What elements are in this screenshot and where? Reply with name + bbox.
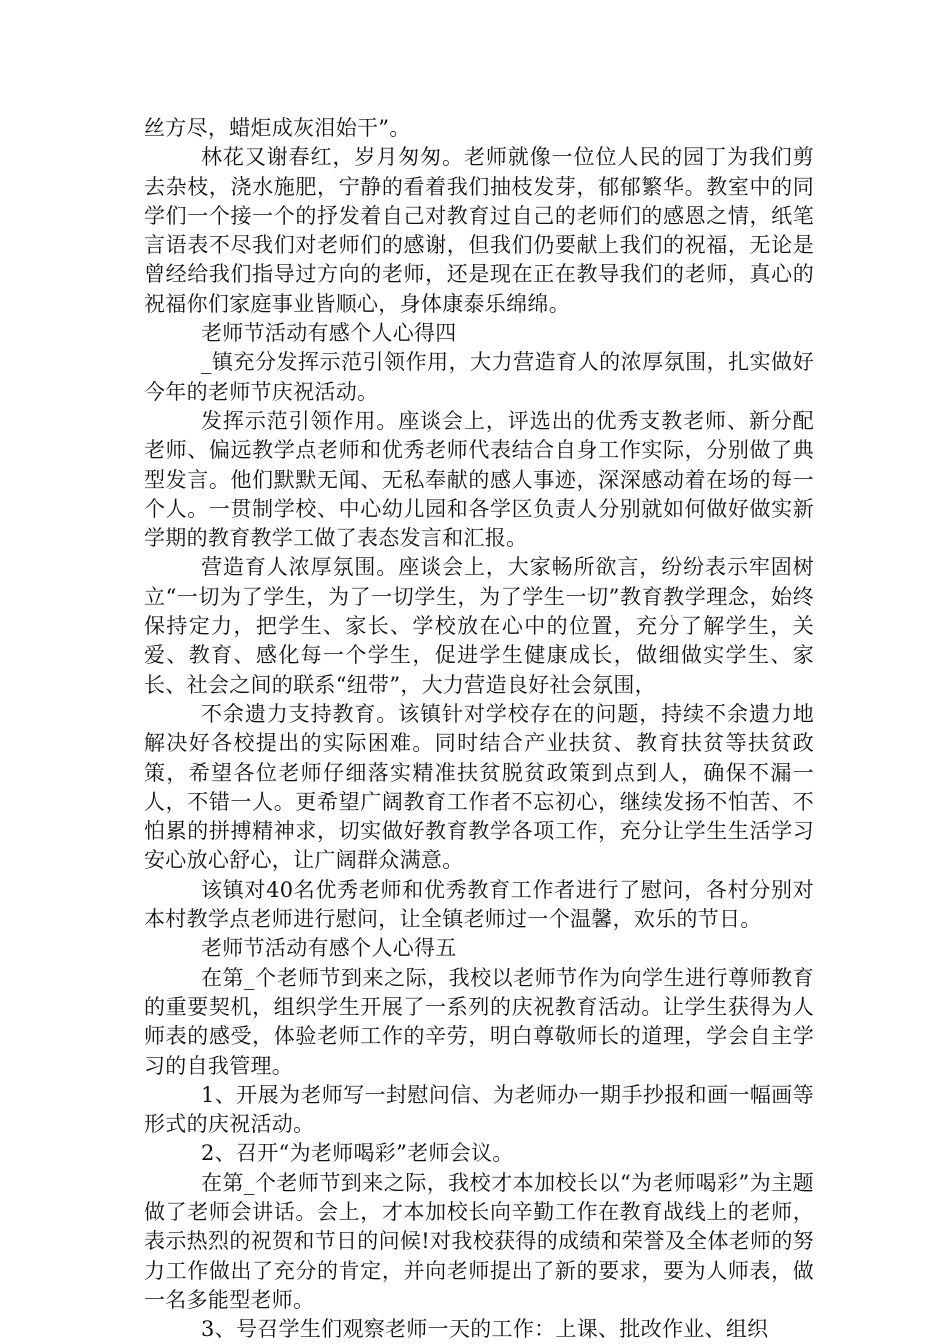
paragraph: 在第_个老师节到来之际，我校以老师节作为向学生进行尊师教育的重要契机，组织学生开展了一系列的庆祝教育活动。让学生获得为人师表的感受，体验老师工作的辛劳，明白尊敬师长的道理，学会自主学习的自我管理。	[144, 965, 814, 1078]
list-item-paragraph: 2、召开“为老师喝彩”老师会议。	[201, 1141, 514, 1166]
paragraph: 不余遗力支持教育。该镇针对学校存在的问题，持续不余遗力地解决好各校提出的实际困难。同时结合产业扶贫、教育扶贫等扶贫政策，希望各位老师仔细落实精准扶贫脱贫政策到点到人，确保不漏一人，不错一人。更希望广阔教育工作者不忘初心，继续发扬不怕苦、不怕累的拼搏精神求，切实做好教育教学各项工作，充分让学生生活学习安心放心舒心，让广阔群众满意。	[144, 701, 814, 873]
paragraph: 在第_个老师节到来之际，我校才本加校长以“为老师喝彩”为主题做了老师会讲话。会上，才本加校长向辛勤工作在教育战线上的老师，表示热烈的祝贺和节日的问候!对我校获得的成绩和荣誉及全体老师的努力工作做出了充分的肯定，并向老师提出了新的要求，要为人师表，做一名多能型老师。	[144, 1170, 814, 1312]
paragraph: 林花又谢春红，岁月匆匆。老师就像一位位人民的园丁为我们剪去杂枝，浇水施肥，宁静的看着我们抽枝发芽，郁郁繁华。教室中的同学们一个接一个的抒发着自己对教育过自己的老师们的感恩之情，纸笔言语表不尽我们对老师们的感谢，但我们仍要献上我们的祝福，无论是曾经给我们指导过方向的老师，还是现在正在教导我们的老师，真心的祝福你们家庭事业皆顺心，身体康泰乐绵绵。	[144, 145, 814, 316]
paragraph-continuation: 丝方尽，蜡炬成灰泪始干”。	[144, 116, 411, 140]
list-item-paragraph: 1、开展为老师写一封慰问信、为老师办一期手抄报和画一幅画等形式的庆祝活动。	[144, 1082, 814, 1137]
section-heading: 老师节活动有感个人心得五	[201, 936, 457, 961]
document-page	[144, 114, 814, 1344]
section-heading: 老师节活动有感个人心得四	[201, 321, 457, 346]
paragraph: 该镇对40名优秀老师和优秀教育工作者进行了慰问，各村分别对本村教学点老师进行慰问，让全镇老师过一个温馨，欢乐的节日。	[144, 877, 814, 932]
paragraph: _镇充分发挥示范引领作用，大力营造育人的浓厚氛围，扎实做好今年的老师节庆祝活动。	[144, 350, 814, 404]
paragraph: 营造育人浓厚氛围。座谈会上，大家畅所欲言，纷纷表示牢固树立“一切为了学生，为了一切学生，为了学生一切”教育教学理念，始终保持定力，把学生、家长、学校放在心中的位置，充分了解学生，关爱、教育、感化每一个学生，促进学生健康成长，做细做实学生、家长、社会之间的联系“纽带”，大力营造良好社会氛围，	[144, 555, 814, 697]
paragraph: 发挥示范引领作用。座谈会上，评选出的优秀支教老师、新分配老师、偏远教学点老师和优秀老师代表结合自身工作实际，分别做了典型发言。他们默默无闻、无私奉献的感人事迹，深深感动着在场的每一个人。一贯制学校、中心幼儿园和各学区负责人分别就如何做好做实新学期的教育教学工做了表态发言和汇报。	[144, 408, 814, 551]
list-item-paragraph: 3、号召学生们观察老师一天的工作：上课、批改作业、组织	[201, 1317, 769, 1342]
